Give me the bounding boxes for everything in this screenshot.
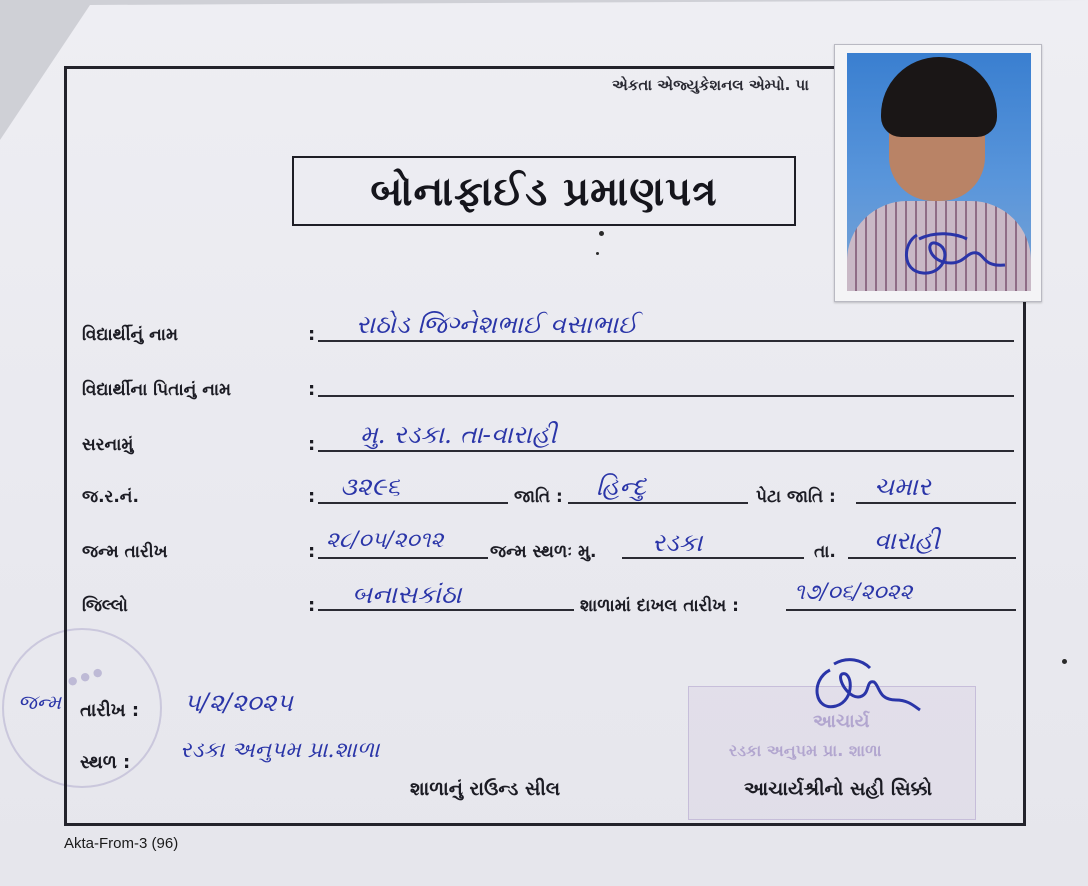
date-prefix-handwritten: જન્મ bbox=[18, 690, 62, 714]
student-name-value: રાઠોડ જિગ્નેશભાઈ વસાભાઈ bbox=[356, 310, 638, 339]
admission-date-label: શાળામાં દાખલ તારીખ : bbox=[580, 596, 739, 616]
principal-signature bbox=[800, 650, 930, 730]
photo-hair bbox=[881, 57, 997, 137]
stamp-school: રડકા અનુપમ પ્રા. શાળા bbox=[729, 741, 882, 760]
gr-number-value: ૩૨૯૬ bbox=[340, 472, 401, 501]
date-label: તારીખ : bbox=[80, 700, 140, 721]
birth-place-line bbox=[622, 557, 804, 559]
taluka-value: વારાહી bbox=[874, 526, 940, 555]
student-name-label: વિદ્યાર્થીનું નામ bbox=[82, 325, 178, 345]
principal-sign-label: આચાર્યશ્રીનો સહી સિક્કો bbox=[744, 778, 933, 800]
place-value: રડકા અનુપમ પ્રા.શાળા bbox=[180, 738, 380, 763]
certificate-title: બોનાફાઈડ પ્રમાણપત્ર bbox=[370, 167, 718, 215]
district-label: જિલ્લો bbox=[82, 596, 128, 616]
print-speck bbox=[1062, 659, 1067, 664]
student-photo bbox=[834, 44, 1042, 302]
seal-text: ● ● ● bbox=[65, 664, 105, 689]
gr-number-label: જ.ર.નં. bbox=[82, 487, 139, 507]
sub-caste-label: પેટા જાતિ : bbox=[756, 487, 836, 507]
publisher-name: એકતા એજ્યુકેશનલ એમ્પો. પા bbox=[612, 76, 809, 94]
colon: : bbox=[308, 434, 316, 455]
admission-date-line bbox=[786, 609, 1016, 611]
colon: : bbox=[308, 486, 316, 507]
certificate-title-box bbox=[292, 156, 796, 226]
print-speck bbox=[599, 231, 604, 236]
gr-number-line bbox=[318, 502, 508, 504]
stamp-title: આચાર્ય bbox=[813, 711, 870, 732]
birth-date-label: જન્મ તારીખ bbox=[82, 542, 168, 562]
colon: : bbox=[308, 379, 316, 400]
taluka-label: તા. bbox=[814, 542, 836, 562]
colon: : bbox=[308, 595, 316, 616]
school-seal-label: શાળાનું રાઉન્ડ સીલ bbox=[410, 778, 561, 800]
district-value: બનાસકાંઠા bbox=[352, 580, 462, 609]
date-value: ૫/૨/૨૦૨૫ bbox=[184, 688, 293, 717]
place-label: સ્થળ : bbox=[80, 752, 131, 773]
father-name-line bbox=[318, 395, 1014, 397]
colon: : bbox=[308, 541, 316, 562]
taluka-line bbox=[848, 557, 1016, 559]
birth-place-label: જન્મ સ્થળઃ મુ. bbox=[490, 542, 597, 562]
photo-image bbox=[847, 53, 1031, 291]
photo-signature bbox=[895, 223, 1025, 283]
address-line bbox=[318, 450, 1014, 452]
father-name-label: વિદ્યાર્થીના પિતાનું નામ bbox=[82, 380, 232, 400]
birth-date-line bbox=[318, 557, 488, 559]
birth-place-value: રડકા bbox=[652, 528, 703, 557]
caste-value: હિન્દુ bbox=[596, 472, 646, 501]
address-label: સરનામું bbox=[82, 435, 134, 455]
admission-date-value: ૧૭/૦૬/૨૦૨૨ bbox=[794, 580, 913, 605]
sub-caste-value: ચમાર bbox=[874, 472, 931, 501]
birth-date-value: ૨૮/૦૫/૨૦૧૨ bbox=[326, 528, 444, 553]
student-name-line bbox=[318, 340, 1014, 342]
sub-caste-line bbox=[856, 502, 1016, 504]
caste-line bbox=[568, 502, 748, 504]
colon: : bbox=[308, 324, 316, 345]
print-speck bbox=[596, 252, 599, 255]
caste-label: જાતિ : bbox=[514, 487, 563, 507]
form-code: Akta-From-3 (96) bbox=[64, 835, 179, 852]
address-value: મુ. રડકા. તા-વારાહી bbox=[360, 420, 557, 449]
